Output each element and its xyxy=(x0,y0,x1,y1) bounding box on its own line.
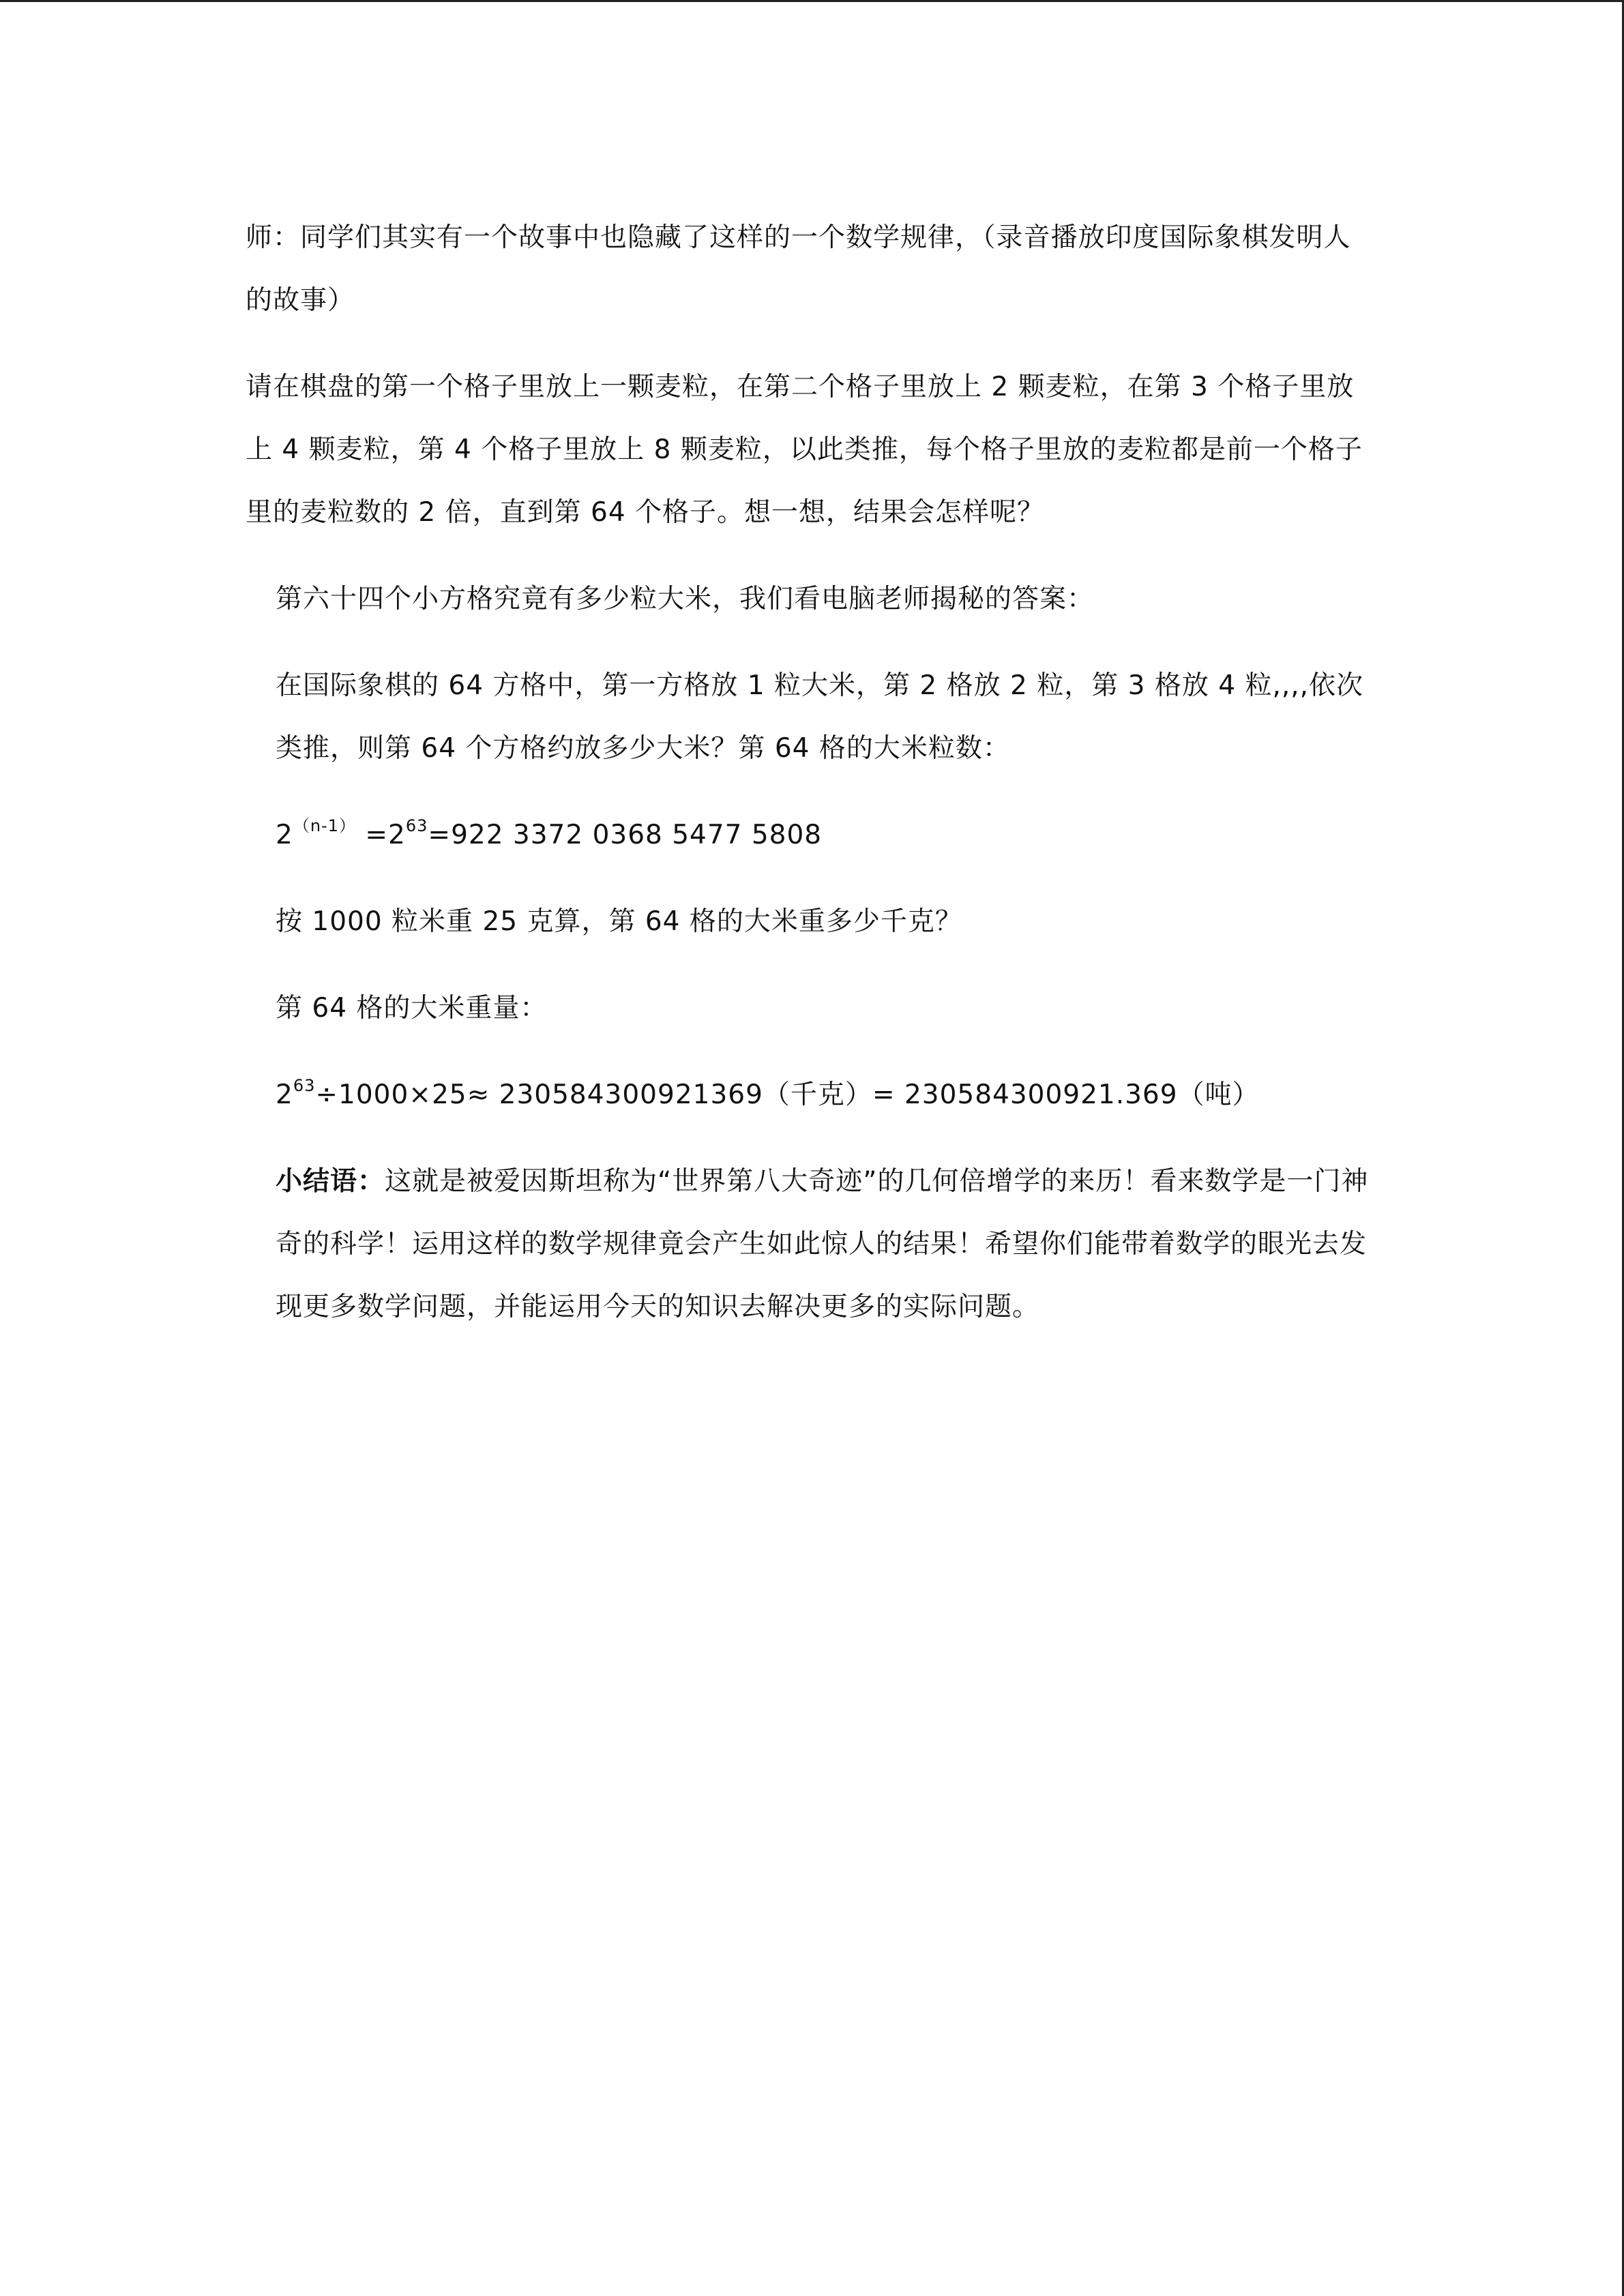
formula-weight-expression: ÷1000×25≈ 230584300921369（千克）= 230584300921.369（吨） xyxy=(315,1079,1260,1110)
formula-weight xyxy=(246,1064,1378,1127)
summary-label: 小结语： xyxy=(276,1166,385,1197)
formula-base: 2 xyxy=(276,820,293,850)
paragraph-rice-grains: 在国际象棋的 64 方格中，第一方格放 1 粒大米，第 2 格放 2 粒，第 3 格放 4 粒,,,,依次类推，则第 64 个方格约放多少大米？第 64 格的大米粒数： xyxy=(276,670,1364,764)
formula-power: 63 xyxy=(405,816,428,835)
paragraph-weight-question: 按 1000 粒米重 25 克算，第 64 格的大米重多少千克？ xyxy=(276,906,962,937)
formula-grain-count xyxy=(246,804,1378,867)
paragraph-chessboard-story: 请在棋盘的第一个格子里放上一颗麦粒，在第二个格子里放上 2 颗麦粒，在第 3 个格子里放上 4 颗麦粒，第 4 个格子里放上 8 颗麦粒，以此类推，每个格子里放的麦粒都是前一个格子里的麦粒数的 2 倍，直到第 64 个格子。想一想，结果会怎样呢？ xyxy=(246,372,1363,528)
paragraph-question: 第六十四个小方格究竟有多少粒大米，我们看电脑老师揭秘的答案： xyxy=(276,584,1095,614)
formula-weight-base: 2 xyxy=(276,1079,293,1110)
paragraph-summary xyxy=(246,1150,1378,1339)
paragraph-teacher-intro: 师：同学们其实有一个故事中也隐藏了这样的一个数学规律，（录音播放印度国际象棋发明人的故事） xyxy=(246,222,1351,316)
formula-result: =922 3372 0368 5477 5808 xyxy=(428,820,823,850)
formula-exponent: （n-1） xyxy=(293,816,356,835)
formula-weight-power: 63 xyxy=(293,1076,316,1095)
document-body xyxy=(246,207,1378,1362)
summary-text: 这就是被爱因斯坦称为“世界第八大奇迹”的几何倍增学的来历！看来数学是一门神奇的科学！运用这样的数学规律竟会产生如此惊人的结果！希望你们能带着数学的眼光去发现更多数学问题，并能运用今天的知识去解决更多的实际问题。 xyxy=(276,1166,1369,1322)
formula-equals: =2 xyxy=(355,820,406,850)
paragraph-weight-label: 第 64 格的大米重量： xyxy=(276,993,548,1024)
